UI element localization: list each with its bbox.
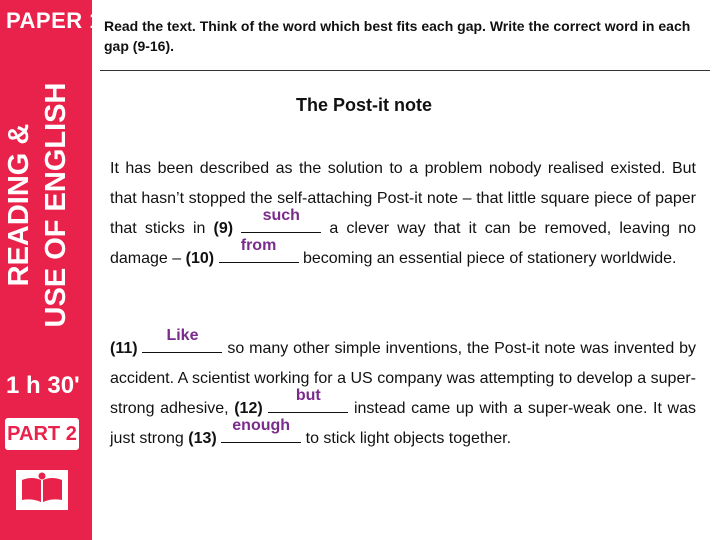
text-segment: a clever way that it can be removed, leaving no damage –	[110, 220, 697, 267]
section-title-line2: USE OF ENGLISH	[40, 82, 72, 328]
text-segment: so many other simple inventions, the Post-it note was invented by accident. A scientist working for a US company was attempting to develop a super-strong adhesive,	[110, 340, 696, 417]
text-segment: instead came up with a super-weak one. It was just strong	[110, 400, 697, 447]
gap-9[interactable]	[241, 207, 321, 233]
gap-number-12: (12)	[234, 400, 263, 417]
answer-13: enough	[232, 417, 291, 434]
gap-number-9: (9)	[213, 220, 234, 237]
text-title: The Post-it note	[296, 95, 432, 115]
gap-13[interactable]	[221, 417, 301, 443]
paper-label: PAPER 1	[6, 8, 103, 33]
divider	[100, 70, 710, 71]
book-icon	[14, 466, 70, 512]
gap-11[interactable]	[142, 327, 222, 353]
sidebar	[0, 0, 103, 540]
gap-number-13: (13)	[188, 430, 217, 447]
answer-11: Like	[166, 327, 199, 344]
answer-10: from	[240, 237, 277, 254]
answer-12: but	[295, 387, 321, 404]
gap-12[interactable]	[268, 387, 348, 413]
section-title-line1: READING &	[3, 123, 35, 287]
text-segment: to stick light objects together.	[301, 430, 512, 447]
text-segment: It has been described as the solution to a problem nobody realised existed. But that hasn’t stopped the self-attaching Post-it note – that little square piece of paper that sticks in	[110, 160, 696, 237]
gap-10[interactable]	[219, 237, 299, 263]
answer-9: such	[262, 207, 300, 224]
part-label: PART 2	[5, 418, 79, 450]
duration-label: 1 h 30'	[6, 372, 80, 399]
gap-number-10: (10)	[185, 250, 215, 267]
paragraph-1	[110, 154, 696, 274]
paragraph-2	[110, 327, 697, 454]
text-segment: becoming an essential piece of stationery worldwide.	[298, 250, 677, 267]
instructions: Read the text. Think of the word which best fits each gap. Write the correct word in each gap (9-16).	[104, 18, 691, 54]
gap-number-11: (11)	[110, 340, 138, 357]
